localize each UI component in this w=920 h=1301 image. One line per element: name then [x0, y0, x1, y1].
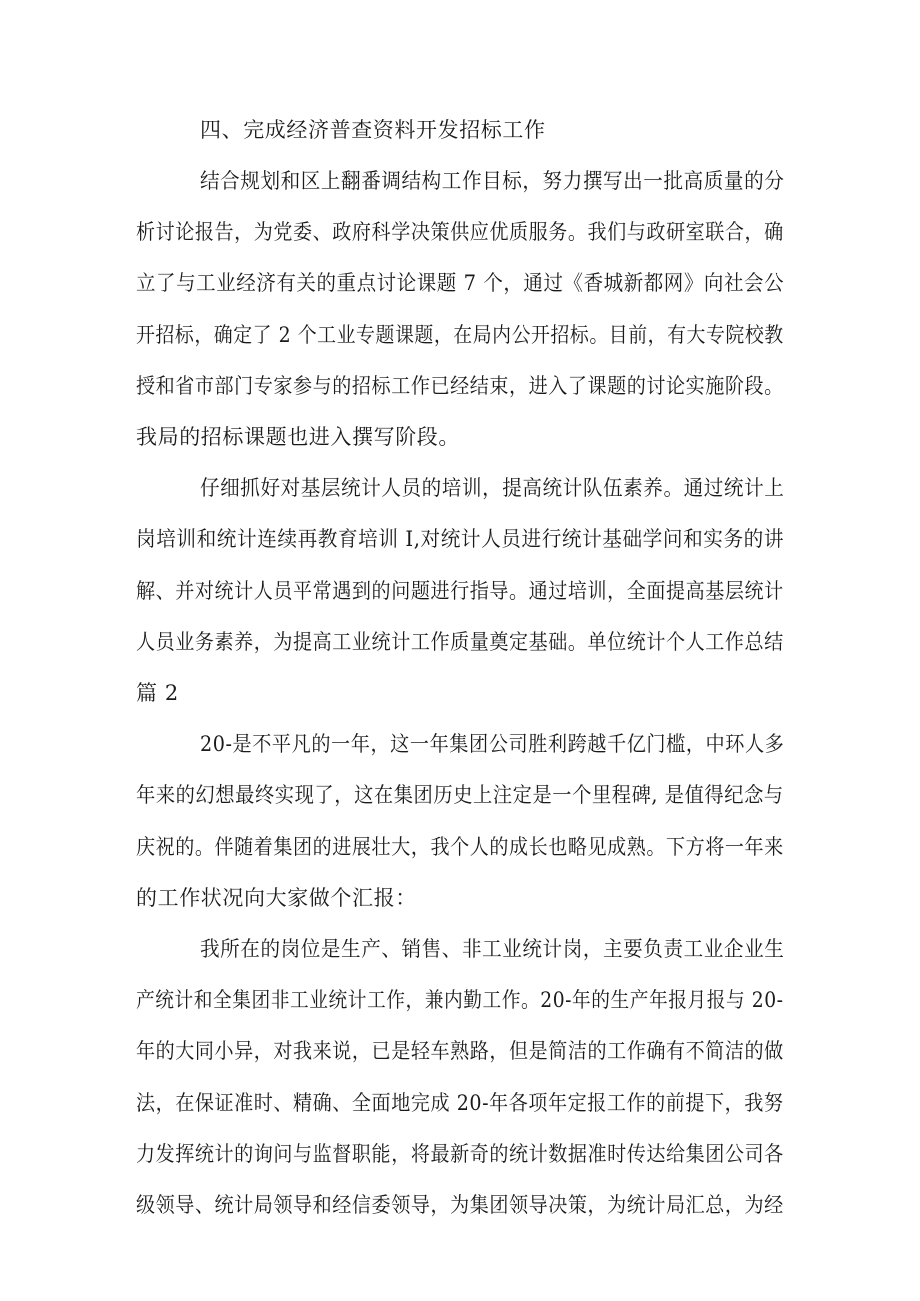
paragraph-line: 我局的招标课题也进入撰写阶段。: [136, 425, 460, 449]
paragraph-line: 开招标，确定了 2 个工业专题课题，在局内公开招标。目前，有大专院校教: [136, 323, 784, 347]
paragraph-line: 人员业务素养，为提高工业统计工作质量奠定基础。单位统计个人工作总结: [136, 630, 784, 654]
paragraph-line: 年来的幻想最终实现了，这在集团历史上注定是一个里程碑, 是值得纪念与: [136, 783, 784, 807]
paragraph-line: 篇 2: [136, 681, 179, 705]
paragraph-line: 的工作状况向大家做个汇报：: [136, 886, 417, 910]
paragraph-line: 结合规划和区上翻番调结构工作目标，努力撰写出一批高质量的分: [200, 169, 785, 193]
paragraph-line: 庆祝的。伴随着集团的进展壮大，我个人的成长也略见成熟。下方将一年来: [136, 835, 784, 859]
paragraph-line: 立了与工业经济有关的重点讨论课题 7 个，通过《香城新都网》向社会公: [136, 271, 785, 295]
paragraph-line: 力发挥统计的询问与监督职能，将最新奇的统计数据准时传达给集团公司各: [136, 1142, 784, 1166]
paragraph-line: 产统计和全集团非工业统计工作，兼内勤工作。20-年的生产年报月报与 20-: [136, 988, 784, 1012]
paragraph-line: 我所在的岗位是生产、销售、非工业统计岗，主要负责工业企业生: [200, 937, 785, 961]
paragraph-line: 仔细抓好对基层统计人员的培训，提高统计队伍素养。通过统计上: [200, 476, 785, 500]
paragraph-line: 年的大同小异，对我来说，已是轻车熟路，但是简洁的工作确有不简洁的做: [136, 1039, 784, 1063]
paragraph-line: 20-是不平凡的一年，这一年集团公司胜利跨越千亿门槛，中环人多: [200, 732, 785, 756]
paragraph-line: 析讨论报告，为党委、政府科学决策供应优质服务。我们与政研室联合，确: [136, 220, 784, 244]
paragraph-line: 解、并对统计人员平常遇到的问题进行指导。通过培训，全面提高基层统计: [136, 579, 784, 603]
paragraph-line: 岗培训和统计连续再教育培训 I,对统计人员进行统计基础学问和实务的讲: [136, 527, 785, 551]
section-heading: 四、完成经济普查资料开发招标工作: [200, 118, 546, 142]
paragraph-line: 级领导、统计局领导和经信委领导，为集团领导决策，为统计局汇总，为经: [136, 1193, 784, 1217]
paragraph-line: 授和省市部门专家参与的招标工作已经结束，进入了课题的讨论实施阶段。: [136, 374, 784, 398]
paragraph-line: 法，在保证准时、精确、全面地完成 20-年各项年定报工作的前提下，我努: [136, 1091, 784, 1115]
